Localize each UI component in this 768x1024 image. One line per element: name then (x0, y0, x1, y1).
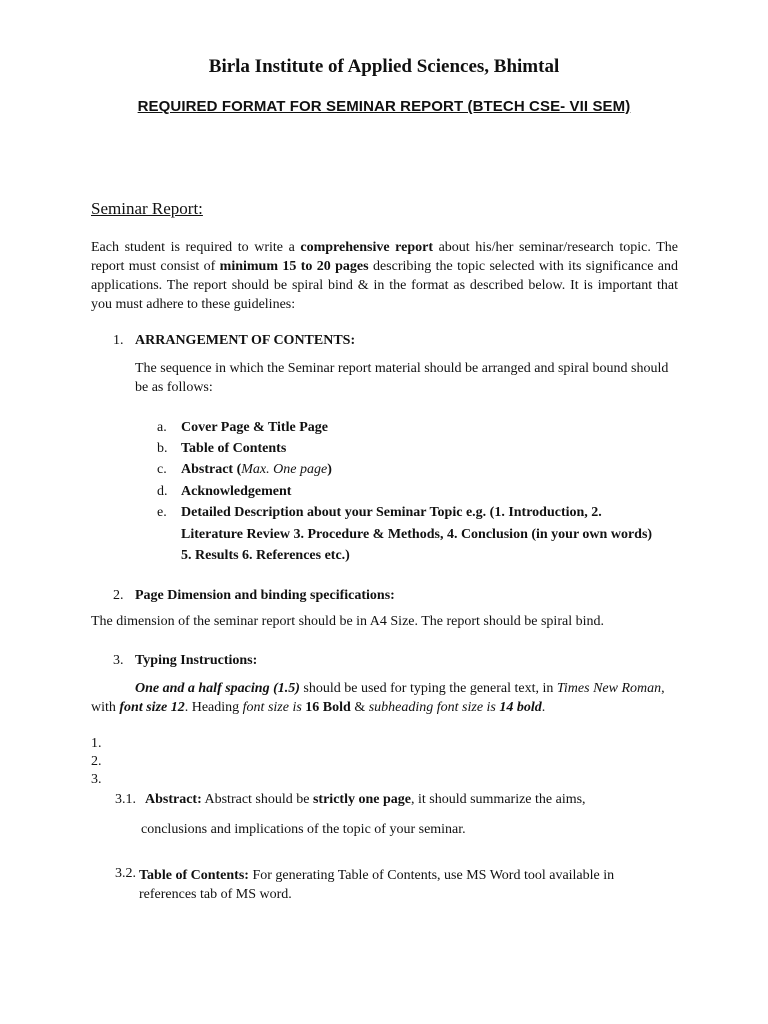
section-heading: Seminar Report: (91, 199, 203, 218)
typing-font-name: Times New Roman (556, 681, 662, 696)
list-text-e: Detailed Description about your Seminar Topic e.g. (1. Introduction, 2. Literature Review 3. Procedure & Methods, 4. Conclusion (in your own words) 5. Results 6. References etc.) (181, 505, 653, 563)
subsection-3-1-number: 3.1. (115, 792, 136, 807)
list-text-c-end: ) (327, 462, 332, 477)
stray-number-3: 3. (91, 772, 102, 787)
arrangement-lead: The sequence in which the Seminar report material should be arranged and spiral bound should be as follows: (135, 361, 669, 395)
typing-text-9: & (350, 700, 369, 715)
item-3-heading: Typing Instructions: (135, 653, 258, 668)
intro-text-2: about his/her seminar/research topic. The report must consist of (91, 240, 678, 274)
typing-subheading-size: 14 bold (499, 700, 542, 715)
typing-spacing: One and a half spacing (1.5) (135, 681, 300, 696)
list-text-c-bold: Abstract ( (181, 462, 242, 477)
stray-number-1: 1. (91, 736, 102, 751)
subsection-3-2-text (139, 866, 669, 904)
list-text-c-italic: Max. One page (241, 462, 328, 477)
typing-heading-size: 16 Bold (305, 700, 351, 715)
item-3-number: 3. (113, 653, 124, 668)
intro-text-3: describing the topic selected with its significance and applications. The report should be spiral bind & in the format as described below. It is important that you must adhere to these guidelines: (91, 259, 678, 312)
list-text-b: Table of Contents (181, 441, 287, 456)
document-subtitle: REQUIRED FORMAT FOR SEMINAR REPORT (BTECH CSE- VII SEM) (137, 98, 631, 115)
list-letter-e: e. (157, 505, 167, 520)
list-letter-d: d. (157, 484, 168, 499)
subsection-3-1-bold: strictly one page (312, 792, 411, 807)
typing-text-4: , with (91, 681, 665, 715)
item-2-number: 2. (113, 588, 124, 603)
list-text-c (181, 462, 332, 478)
typing-text-6: . Heading (184, 700, 243, 715)
subsection-3-1-text-2: , it should summarize the aims, (410, 792, 586, 807)
typing-text-2: should be used for typing the general text, in (299, 681, 557, 696)
typing-instructions-text (91, 679, 681, 717)
stray-number-2: 2. (91, 754, 102, 769)
subsection-3-2-title: Table of Contents: (139, 868, 249, 883)
institute-title: Birla Institute of Applied Sciences, Bhimtal (208, 56, 560, 77)
list-text-d: Acknowledgement (181, 484, 292, 499)
intro-bold-2: minimum 15 to 20 pages (219, 259, 369, 274)
typing-subheading-size-label: subheading font size is (368, 700, 500, 715)
typing-text-12: . (541, 700, 546, 715)
list-letter-c: c. (157, 462, 167, 477)
list-letter-b: b. (157, 441, 168, 456)
list-text-a: Cover Page & Title Page (181, 420, 328, 435)
intro-text-1: Each student is required to write a (91, 240, 301, 255)
typing-font-size: font size 12 (119, 700, 185, 715)
item-1-heading: ARRANGEMENT OF CONTENTS: (135, 333, 356, 348)
typing-heading-size-label: font size is (242, 700, 306, 715)
subsection-3-1-line-2: conclusions and implications of the topic of your seminar. (141, 822, 466, 837)
item-1-number: 1. (113, 333, 124, 348)
subsection-3-1-text: Abstract should be (201, 792, 313, 807)
item-2-heading: Page Dimension and binding specifications: (135, 588, 395, 603)
subsection-3-2-number: 3.2. (115, 866, 136, 881)
dimension-text: The dimension of the seminar report should be in A4 Size. The report should be spiral bind. (91, 614, 604, 629)
intro-bold-1: comprehensive report (300, 240, 433, 255)
subsection-3-2-body: For generating Table of Contents, use MS Word tool available in references tab of MS word. (139, 868, 615, 902)
subsection-3-1-title: Abstract: (145, 792, 202, 807)
subsection-3-1-line-1 (145, 792, 586, 808)
intro-paragraph (91, 238, 678, 314)
list-letter-a: a. (157, 420, 167, 435)
